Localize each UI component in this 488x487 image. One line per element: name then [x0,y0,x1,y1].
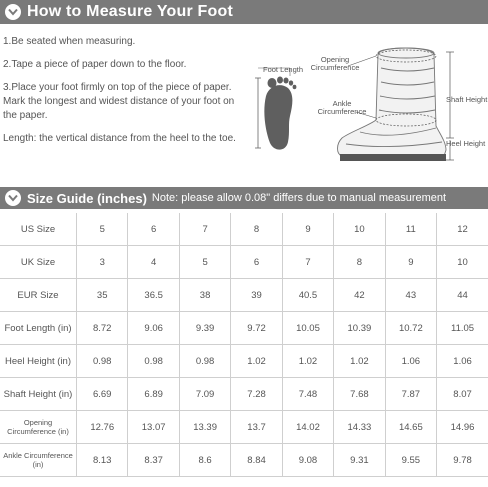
table-cell: 9 [282,213,333,246]
measure-steps [3,35,243,155]
table-cell: 6 [231,246,282,279]
table-cell: 9.39 [179,312,230,345]
table-cell: 7 [179,213,230,246]
row-label: Foot Length (in) [0,312,77,345]
table-cell: 8 [231,213,282,246]
table-cell: 1.06 [437,345,488,378]
table-row [0,246,488,279]
table-cell: 0.98 [128,345,179,378]
table-cell: 0.98 [77,345,128,378]
table-row [0,444,488,477]
table-cell: 39 [231,279,282,312]
opening-circumference-label: Opening Circumference [310,55,360,72]
table-cell: 13.07 [128,411,179,444]
size-guide-header [0,187,488,209]
table-cell: 44 [437,279,488,312]
table-cell: 35 [77,279,128,312]
table-cell: 9.08 [282,444,333,477]
table-cell: 1.02 [334,345,385,378]
table-cell: 7.87 [385,378,436,411]
table-cell: 9.55 [385,444,436,477]
measure-diagram [250,38,488,188]
table-row [0,378,488,411]
table-cell: 8.13 [77,444,128,477]
step-length: Length: the vertical distance from the heel to the toe. [3,133,236,144]
table-cell: 9.72 [231,312,282,345]
table-row [0,345,488,378]
table-cell: 6.89 [128,378,179,411]
row-label: US Size [0,213,77,246]
table-cell: 9.31 [334,444,385,477]
table-cell: 38 [179,279,230,312]
row-label: Shaft Height (in) [0,378,77,411]
size-guide-note: Note: please allow 0.08" differs due to manual measurement [151,192,447,204]
chevron-down-icon [5,190,21,206]
table-cell: 11.05 [437,312,488,345]
table-row [0,312,488,345]
table-row [0,213,488,246]
table-cell: 6 [128,213,179,246]
ankle-circumference-label: Ankle Circumference [317,99,367,116]
table-cell: 10.05 [282,312,333,345]
table-cell: 14.96 [437,411,488,444]
size-guide-title: Size Guide (inches) [27,190,147,206]
table-cell: 12.76 [77,411,128,444]
row-label: EUR Size [0,279,77,312]
table-cell: 42 [334,279,385,312]
size-guide-table [0,213,488,477]
table-cell: 5 [179,246,230,279]
table-cell: 8.84 [231,444,282,477]
row-label: Heel Height (in) [0,345,77,378]
table-cell: 5 [77,213,128,246]
row-label: Opening Circumference (in) [0,411,77,444]
chevron-down-icon [5,4,21,20]
table-cell: 13.7 [231,411,282,444]
row-label: UK Size [0,246,77,279]
table-cell: 8.37 [128,444,179,477]
step-2: 2.Tape a piece of paper down to the floor. [3,59,187,70]
table-cell: 13.39 [179,411,230,444]
table-cell: 36.5 [128,279,179,312]
foot-length-label: Foot Length [263,65,304,74]
table-cell: 12 [437,213,488,246]
table-cell: 7.09 [179,378,230,411]
table-cell: 9.78 [437,444,488,477]
measure-title: How to Measure Your Foot [27,3,233,20]
row-label: Ankle Circumference (in) [0,444,77,477]
measure-header [0,0,488,24]
step-1: 1.Be seated when measuring. [3,36,136,47]
table-cell: 7.68 [334,378,385,411]
shaft-height-label: Shaft Height [446,95,488,104]
table-row [0,279,488,312]
table-cell: 43 [385,279,436,312]
table-cell: 0.98 [179,345,230,378]
heel-height-label: Heel Height [446,139,486,148]
table-cell: 9 [385,246,436,279]
table-cell: 1.06 [385,345,436,378]
table-cell: 1.02 [282,345,333,378]
table-cell: 10 [437,246,488,279]
table-cell: 8 [334,246,385,279]
table-cell: 8.07 [437,378,488,411]
footprint-icon [264,77,296,150]
table-cell: 14.02 [282,411,333,444]
table-row [0,411,488,444]
table-cell: 7 [282,246,333,279]
table-cell: 10.72 [385,312,436,345]
step-3: 3.Place your foot firmly on top of the piece of paper. Mark the longest and widest distance of your foot on the paper. [3,82,235,121]
table-cell: 7.28 [231,378,282,411]
table-cell: 14.65 [385,411,436,444]
table-cell: 4 [128,246,179,279]
table-cell: 1.02 [231,345,282,378]
table-cell: 40.5 [282,279,333,312]
table-cell: 7.48 [282,378,333,411]
table-cell: 3 [77,246,128,279]
table-cell: 9.06 [128,312,179,345]
table-cell: 11 [385,213,436,246]
table-cell: 14.33 [334,411,385,444]
table-cell: 10 [334,213,385,246]
table-cell: 8.6 [179,444,230,477]
table-cell: 10.39 [334,312,385,345]
table-cell: 6.69 [77,378,128,411]
table-cell: 8.72 [77,312,128,345]
